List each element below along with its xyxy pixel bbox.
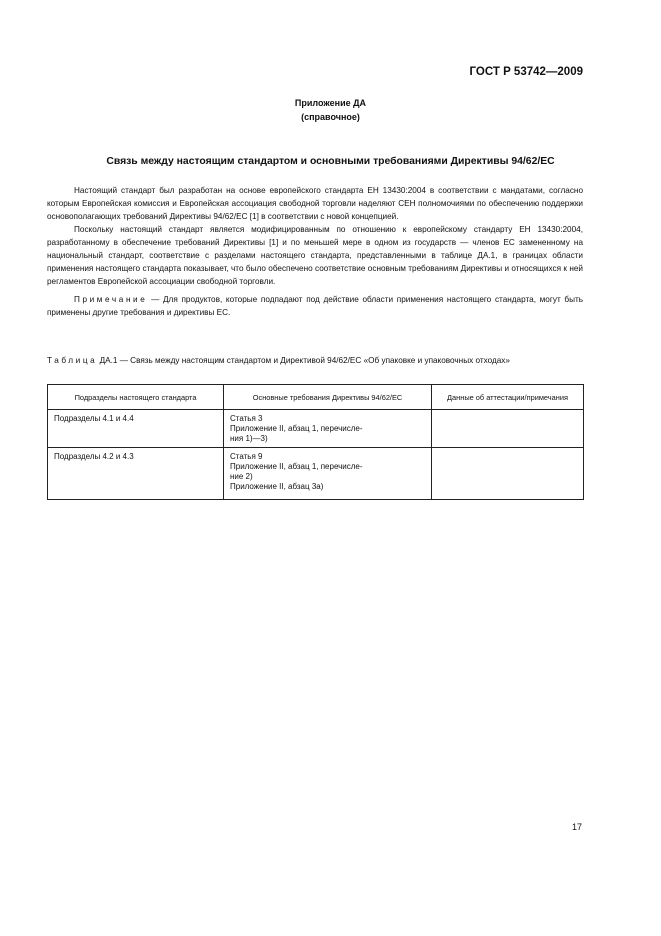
paragraph: Настоящий стандарт был разработан на основе европейского стандарта ЕН 13430:2004 в соответствии с мандатами, согласно которым Европейская комиссия и Европейская ассоциация свободной торговли наделяют СЕН полномочиями по обеспечению поддержки основополагающих требований Директивы 94/62/ЕС [1] в соответствии с новой концепцией. [47, 186, 583, 221]
requirement-line: Приложение II, абзац 1, перечисле- [230, 424, 363, 433]
table-row [48, 448, 584, 500]
column-header: Подразделы настоящего стандарта [48, 385, 224, 410]
requirements-cell [224, 448, 432, 500]
note-label: Примечание [74, 295, 148, 304]
note [47, 293, 583, 319]
requirement-line: ние 2) [230, 472, 253, 481]
appendix-subtitle: (справочное) [301, 112, 360, 122]
column-header: Данные об аттестации/примечания [432, 385, 584, 410]
paragraph: Поскольку настоящий стандарт является модифицированным по отношению к европейскому стандарту ЕН 13430:2004, разработанному в обеспечение требований Директивы [1] и по меньшей мере в одном из государств — членов ЕС замененному на национальный стандарт, соответствие с разделами настоящего стандарта, представленными в таблице ДА.1, в границах области применения настоящего стандарта показывает, что было обеспечено соответствие основным требованиям Директивы и относящихся к ней регламентов Европейской ассоциации свободной торговли. [47, 225, 583, 286]
table-row [48, 410, 584, 448]
note-text: — Для продуктов, которые подпадают под действие области применения настоящего стандарта, могут быть применены другие требования и директивы ЕС. [47, 295, 583, 317]
body-text [47, 184, 583, 319]
requirement-line: Приложение II, абзац 3а) [230, 482, 324, 491]
requirement-line: Статья 9 [230, 452, 263, 461]
notes-cell [432, 410, 584, 448]
requirements-cell [224, 410, 432, 448]
column-header: Основные требования Директивы 94/62/ЕС [224, 385, 432, 410]
page-number: 17 [571, 822, 582, 832]
appendix-heading [0, 96, 661, 124]
requirement-line: Приложение II, абзац 1, перечисле- [230, 462, 363, 471]
section-title: Связь между настоящим стандартом и основными требованиями Директивы 94/62/ЕС [106, 156, 555, 167]
subsection-cell: Подразделы 4.2 и 4.3 [48, 448, 224, 500]
requirement-line: ния 1)—3) [230, 434, 268, 443]
table-caption [47, 355, 583, 366]
requirement-line: Статья 3 [230, 414, 263, 423]
correspondence-table [47, 384, 584, 500]
standard-code: ГОСТ Р 53742—2009 [469, 66, 583, 78]
table-caption-label: Таблица [47, 356, 98, 365]
appendix-title: Приложение ДА [294, 98, 367, 108]
subsection-cell: Подразделы 4.1 и 4.4 [48, 410, 224, 448]
notes-cell [432, 448, 584, 500]
table-header-row [48, 385, 584, 410]
table-caption-text: ДА.1 — Связь между настоящим стандартом и Директивой 94/62/ЕС «Об упаковке и упаковочных отходах» [97, 356, 510, 365]
